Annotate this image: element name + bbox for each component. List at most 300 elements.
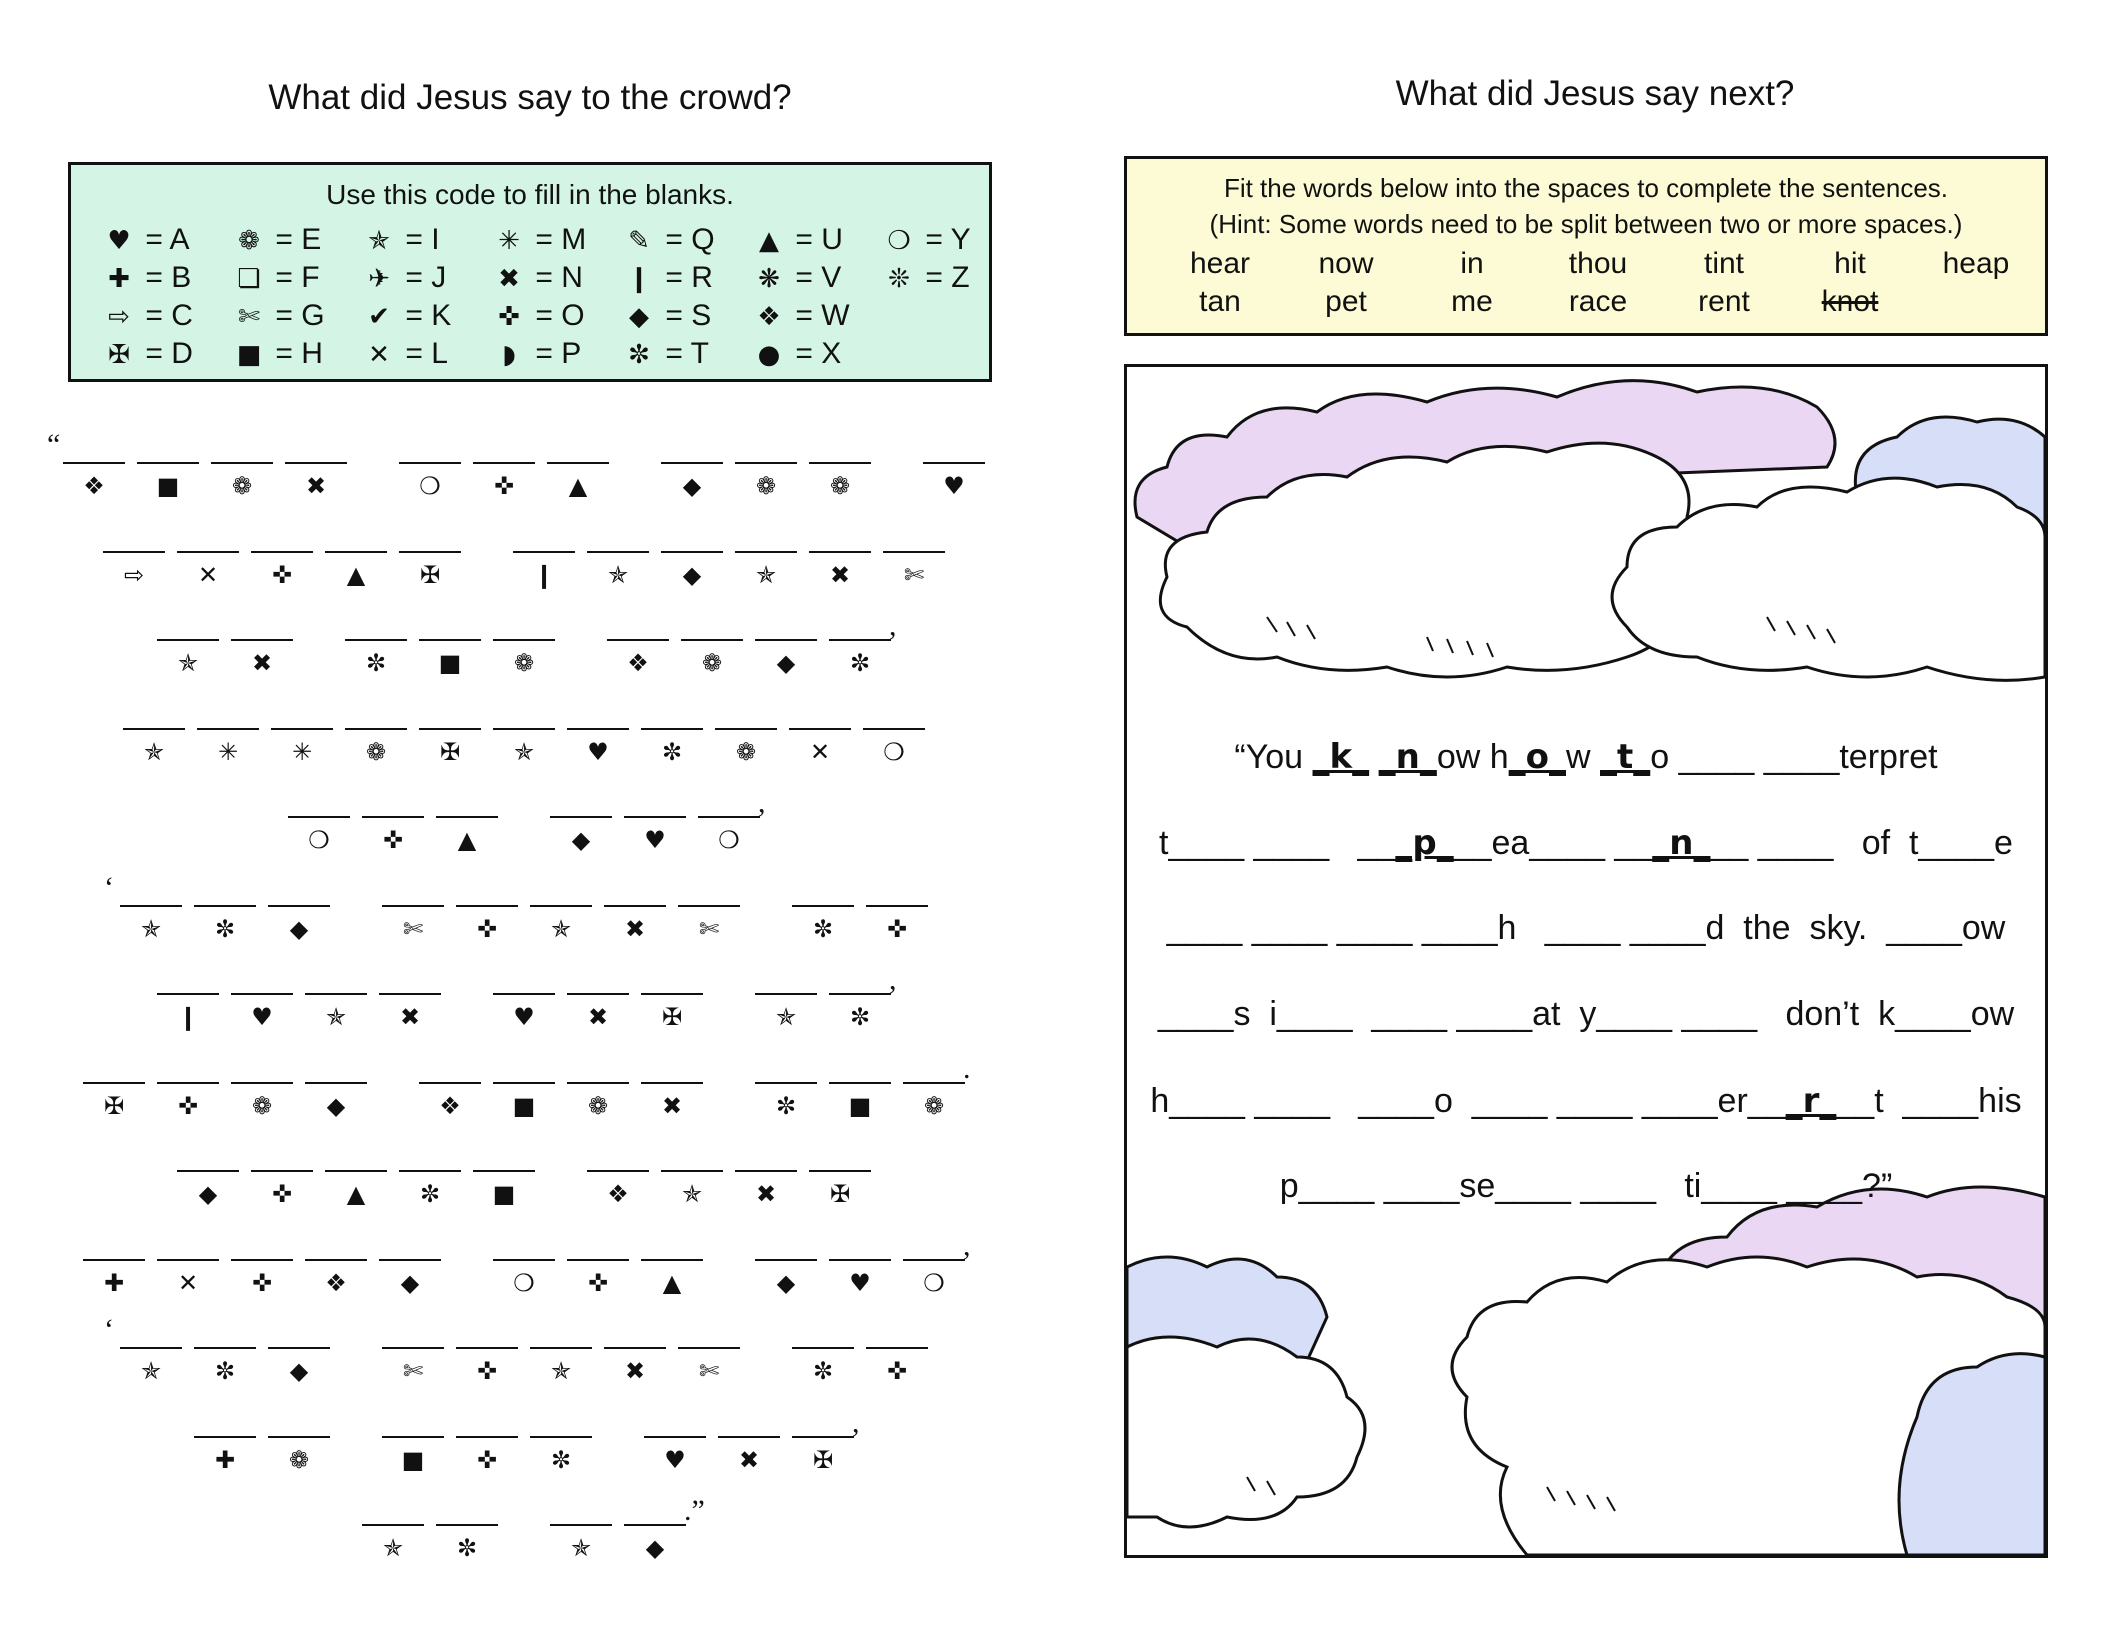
puzzle-symbol: ✯ [607, 560, 629, 589]
left-page-title: What did Jesus say to the crowd? [268, 78, 792, 117]
puzzle-symbol: ✼ [214, 914, 236, 943]
code-symbol: ✯ [368, 226, 390, 256]
puzzle-blank [362, 816, 424, 818]
puzzle-symbol: ❁ [755, 472, 777, 500]
puzzle-symbol: ❖ [83, 472, 105, 500]
puzzle-blank [382, 905, 444, 907]
filled-answer-letter: _p_ [1395, 823, 1454, 863]
puzzle-blank [644, 1436, 706, 1438]
puzzle-blank [120, 1347, 182, 1349]
puzzle-blank [661, 462, 723, 464]
code-key-entry [231, 223, 321, 257]
filled-answer-letter: _o_ [1508, 737, 1567, 777]
puzzle-blank [305, 1259, 367, 1261]
code-letter: = R [657, 261, 713, 294]
code-key-entry [751, 299, 850, 333]
puzzle-symbol: ✯ [550, 914, 572, 943]
puzzle-symbol: ❖ [627, 649, 649, 677]
puzzle-blank [379, 993, 441, 995]
puzzle-blank [231, 639, 293, 641]
puzzle-symbol: ◆ [682, 472, 702, 500]
puzzle-symbol: ✕ [809, 737, 831, 766]
puzzle-symbol: ❁ [513, 649, 535, 677]
puzzle-blank [530, 905, 592, 907]
puzzle-blank [157, 1259, 219, 1261]
puzzle-blank [923, 462, 985, 464]
sentence-line: ____s i____ ____ ____at y____ ____ don’t k____ow [1157, 995, 2015, 1033]
puzzle-symbol: ♥ [849, 1268, 871, 1297]
code-letter: = J [397, 261, 447, 294]
puzzle-blank [231, 1082, 293, 1084]
puzzle-symbol: ◆ [326, 1091, 346, 1120]
puzzle-symbol: ■ [438, 649, 462, 677]
puzzle-blank [641, 1259, 703, 1261]
puzzle-symbol: ✯ [143, 737, 165, 766]
code-letter: = U [787, 223, 843, 256]
puzzle-symbol: ◆ [289, 1357, 309, 1385]
code-symbol: ✠ [108, 340, 130, 370]
puzzle-close-punct: , [852, 1405, 860, 1439]
code-letter: = D [137, 337, 193, 370]
puzzle-blank [103, 551, 165, 553]
puzzle-blank [567, 728, 629, 730]
word-bank-item: hear [1189, 247, 1251, 280]
code-symbol: ❍ [887, 226, 911, 256]
code-symbol: ▲ [759, 226, 779, 256]
puzzle-symbol: ✖ [829, 560, 851, 589]
puzzle-blank [473, 462, 535, 464]
puzzle-blank [513, 551, 575, 553]
sentence-line: ____ ____ ____ ____h ____ ____d the sky. ____ow [1166, 909, 2006, 947]
puzzle-blank [194, 1436, 256, 1438]
puzzle-symbol: ✖ [305, 472, 327, 500]
puzzle-symbol: ✜ [493, 472, 515, 500]
puzzle-symbol: ◆ [645, 1534, 665, 1562]
puzzle-blank [883, 551, 945, 553]
puzzle-blank [755, 639, 817, 641]
puzzle-symbol: ❙ [533, 560, 555, 589]
code-key-entry [231, 299, 325, 333]
code-key-entry [361, 337, 448, 371]
puzzle-symbol: ✕ [177, 1268, 199, 1297]
code-letter: = Z [917, 261, 970, 294]
code-letter: = I [397, 223, 440, 256]
code-key-entry [231, 337, 323, 371]
puzzle-symbol: ■ [512, 1091, 536, 1120]
code-letter: = T [657, 337, 709, 370]
code-key-entry [101, 261, 191, 295]
code-letter: = E [267, 223, 322, 256]
word-bank-item: tint [1703, 247, 1745, 280]
word-bank-item: pet [1325, 285, 1367, 318]
puzzle-close-punct: .” [684, 1494, 705, 1527]
code-letter: = H [267, 337, 323, 370]
puzzle-symbol: ✼ [550, 1445, 572, 1474]
puzzle-blank [587, 551, 649, 553]
puzzle-symbol: ✳ [291, 737, 313, 766]
puzzle-symbol: ♥ [943, 472, 965, 500]
puzzle-blank [251, 1170, 313, 1172]
puzzle-blank [83, 1259, 145, 1261]
word-bank-item: me [1451, 285, 1493, 318]
puzzle-symbol: ✜ [476, 1357, 498, 1385]
puzzle-blank [641, 728, 703, 730]
puzzle-blank [194, 1347, 256, 1349]
puzzle-blank [792, 1347, 854, 1349]
code-key-entry [361, 223, 440, 257]
word-bank-item: heap [1942, 247, 2010, 280]
puzzle-symbol: ♥ [251, 1003, 273, 1031]
puzzle-symbol: ◆ [289, 914, 309, 943]
code-symbol: ❊ [888, 264, 910, 294]
puzzle-blank [268, 1347, 330, 1349]
code-symbol: ✜ [498, 302, 520, 332]
puzzle-blank [567, 1082, 629, 1084]
puzzle-symbol: ✯ [775, 1003, 797, 1031]
puzzle-blank [120, 905, 182, 907]
code-symbol: ❖ [757, 302, 781, 332]
puzzle-blank [231, 1259, 293, 1261]
code-symbol: ❁ [238, 226, 260, 256]
puzzle-symbol: ✜ [271, 560, 293, 589]
puzzle-blank [436, 1524, 498, 1526]
puzzle-symbol: ♥ [513, 1003, 535, 1031]
puzzle-symbol: ✼ [849, 649, 871, 677]
puzzle-blank [83, 1082, 145, 1084]
puzzle-blank [456, 905, 518, 907]
puzzle-blank [735, 551, 797, 553]
puzzle-symbol: ▲ [346, 1180, 366, 1208]
puzzle-symbol: ✳ [217, 737, 239, 766]
code-letter: = F [267, 261, 320, 294]
puzzle-blank [157, 1082, 219, 1084]
puzzle-symbol: ✜ [587, 1268, 609, 1297]
code-letter: = L [397, 337, 448, 370]
puzzle-blank [399, 1170, 461, 1172]
puzzle-blank [305, 993, 367, 995]
code-key-entry [101, 299, 193, 333]
puzzle-symbol: ❍ [718, 826, 740, 854]
code-key-entry [361, 261, 446, 295]
code-letter: = V [787, 261, 842, 294]
puzzle-symbol: ◆ [776, 1268, 796, 1297]
puzzle-symbol: ✼ [419, 1180, 441, 1208]
puzzle-symbol: ✯ [681, 1180, 703, 1208]
code-symbol: ❏ [237, 264, 261, 294]
puzzle-blank [419, 728, 481, 730]
puzzle-symbol: ✄ [402, 914, 424, 943]
code-key-entry [491, 337, 581, 371]
puzzle-symbol: ✖ [661, 1091, 683, 1120]
code-letter: = S [657, 299, 712, 332]
puzzle-blank [829, 1259, 891, 1261]
puzzle-close-punct: . [963, 1051, 971, 1085]
puzzle-symbol: ❁ [365, 737, 387, 766]
code-key-entry [751, 261, 841, 295]
puzzle-close-punct: , [963, 1228, 971, 1262]
code-key-entry [751, 223, 843, 257]
puzzle-open-quote: ‘ [104, 870, 114, 904]
puzzle-symbol: ■ [401, 1445, 425, 1474]
puzzle-symbol: ✼ [812, 914, 834, 943]
puzzle-symbol: ❖ [439, 1091, 461, 1120]
puzzle-symbol: ✯ [382, 1534, 404, 1562]
puzzle-blank [903, 1082, 965, 1084]
puzzle-symbol: ❍ [308, 826, 330, 854]
puzzle-symbol: ✯ [325, 1003, 347, 1031]
puzzle-blank [567, 993, 629, 995]
puzzle-symbol: ✚ [103, 1268, 125, 1297]
puzzle-blank [177, 1170, 239, 1172]
cloud-illustration [1127, 367, 2045, 1555]
puzzle-blank [231, 993, 293, 995]
sentence-line: t____ ____ ___p___ea____ ___n___ ____ of t____e [1159, 823, 2013, 863]
puzzle-symbol: ❁ [701, 649, 723, 677]
puzzle-symbol: ♥ [644, 826, 666, 854]
puzzle-close-punct: , [889, 609, 897, 642]
word-bank-item: thou [1568, 247, 1628, 280]
code-key-entry [491, 261, 583, 295]
code-key-entry [101, 223, 190, 257]
puzzle-blank [735, 1170, 797, 1172]
puzzle-symbol: ❍ [419, 472, 441, 500]
puzzle-blank [550, 1524, 612, 1526]
code-key-heading: Use this code to fill in the blanks. [326, 179, 734, 210]
puzzle-blank [681, 639, 743, 641]
puzzle-symbol: ✖ [738, 1445, 760, 1474]
puzzle-blank [194, 905, 256, 907]
puzzle-symbol: ◆ [776, 649, 796, 677]
puzzle-symbol: ✜ [251, 1268, 273, 1297]
word-bank-item-crossed-out: knot [1821, 285, 1879, 318]
puzzle-symbol: ❁ [735, 737, 757, 766]
sentence-line: p____ ____se____ ____ ti____ ____?” [1279, 1167, 1893, 1205]
code-symbol: ❋ [758, 264, 780, 294]
puzzle-symbol: ❍ [513, 1268, 535, 1297]
puzzle-blank [419, 1082, 481, 1084]
puzzle-blank [63, 462, 125, 464]
code-symbol: ✎ [628, 226, 650, 256]
puzzle-blank [607, 639, 669, 641]
puzzle-blank [698, 816, 760, 818]
code-letter: = X [787, 337, 842, 370]
code-key-entry [361, 299, 451, 333]
puzzle-symbol: ✖ [755, 1180, 777, 1208]
filled-answer-letter: _k_ [1312, 737, 1370, 777]
code-letter: = O [527, 299, 585, 332]
puzzle-symbol: ⇨ [123, 560, 145, 589]
puzzle-symbol: ❍ [883, 737, 905, 766]
code-symbol: ✔ [368, 302, 390, 332]
puzzle-blank [419, 639, 481, 641]
puzzle-symbol: ❁ [251, 1091, 273, 1120]
puzzle-symbol: ✄ [698, 914, 720, 943]
puzzle-symbol: ✼ [812, 1357, 834, 1385]
puzzle-blank [530, 1347, 592, 1349]
filled-answer-letter: _r_ [1785, 1081, 1837, 1121]
puzzle-symbol: ✠ [103, 1091, 125, 1120]
code-symbol: ✈ [368, 264, 390, 294]
puzzle-open-quote: ‘ [104, 1313, 114, 1346]
puzzle-blank [456, 1436, 518, 1438]
puzzle-symbol: ✜ [177, 1091, 199, 1120]
hint-note: (Hint: Some words need to be split between two or more spaces.) [1209, 209, 1963, 239]
code-key-entry [881, 261, 970, 295]
code-letter: = M [527, 223, 587, 256]
puzzle-symbol: ✠ [419, 560, 441, 589]
puzzle-blank [641, 993, 703, 995]
puzzle-symbol: ✖ [624, 914, 646, 943]
puzzle-symbol: ✼ [849, 1003, 871, 1031]
puzzle-blank [550, 816, 612, 818]
code-key-entry [621, 261, 713, 295]
puzzle-symbol: ♥ [664, 1445, 686, 1474]
puzzle-symbol: ◆ [400, 1268, 420, 1297]
puzzle-symbol: ❁ [923, 1091, 945, 1120]
puzzle-symbol: ✯ [140, 914, 162, 943]
puzzle-blank [678, 1347, 740, 1349]
puzzle-blank [268, 1436, 330, 1438]
puzzle-symbol: ❁ [288, 1445, 310, 1474]
code-key-entry [491, 299, 585, 333]
puzzle-symbol: ✯ [550, 1357, 572, 1385]
puzzle-symbol: ✜ [476, 1445, 498, 1474]
puzzle-blank [382, 1347, 444, 1349]
puzzle-symbol: ✖ [587, 1003, 609, 1031]
puzzle-blank [285, 462, 347, 464]
puzzle-blank [735, 462, 797, 464]
puzzle-symbol: ◆ [682, 560, 702, 589]
code-letter: = K [397, 299, 452, 332]
puzzle-blank [755, 1082, 817, 1084]
puzzle-open-quote: “ [47, 428, 61, 461]
puzzle-blank [829, 1082, 891, 1084]
puzzle-blank [678, 905, 740, 907]
filled-answer-letter: _n_ [1378, 737, 1437, 777]
puzzle-blank [715, 728, 777, 730]
sentence-line: “You _k_ _n_ow h_o_w _t_o ____ ____terpret [1234, 737, 1938, 777]
puzzle-blank [305, 1082, 367, 1084]
code-letter: = N [527, 261, 583, 294]
puzzle-symbol: ✼ [214, 1357, 236, 1385]
puzzle-symbol: ✼ [661, 737, 683, 766]
puzzle-blank [177, 551, 239, 553]
puzzle-blank [157, 639, 219, 641]
code-symbol: ⇨ [108, 302, 130, 332]
code-symbol: ✳ [498, 226, 520, 256]
code-letter: = Q [657, 223, 715, 256]
puzzle-symbol: ❖ [607, 1180, 629, 1208]
puzzle-blank [137, 462, 199, 464]
code-symbol: ✄ [238, 302, 260, 332]
code-key-entry [621, 337, 709, 371]
puzzle-blank [493, 639, 555, 641]
hint-instructions: Fit the words below into the spaces to complete the sentences. [1223, 173, 1949, 203]
right-page-title: What did Jesus say next? [1395, 74, 1795, 113]
puzzle-symbol: ✯ [140, 1357, 162, 1385]
puzzle-blank [345, 728, 407, 730]
puzzle-symbol: ✖ [624, 1357, 646, 1385]
puzzle-blank [604, 905, 666, 907]
code-symbol: ■ [236, 340, 262, 370]
puzzle-blank [379, 1259, 441, 1261]
puzzle-blank [268, 905, 330, 907]
puzzle-symbol: ✯ [755, 560, 777, 589]
puzzle-blank [547, 462, 609, 464]
code-key-entry [881, 223, 971, 257]
puzzle-blank [792, 905, 854, 907]
code-key-entry [231, 261, 320, 295]
code-key-entry [621, 223, 715, 257]
word-bank-item: race [1568, 285, 1628, 318]
puzzle-symbol: ▲ [346, 560, 366, 589]
code-letter: = A [137, 223, 190, 256]
code-symbol: ◆ [629, 302, 649, 332]
puzzle-blank [863, 728, 925, 730]
puzzle-symbol: ❁ [829, 472, 851, 500]
code-letter: = C [137, 299, 193, 332]
puzzle-symbol: ✜ [271, 1180, 293, 1208]
word-bank-item: now [1318, 247, 1374, 280]
puzzle-blank [661, 551, 723, 553]
puzzle-blank [493, 1259, 555, 1261]
puzzle-symbol: ✄ [903, 560, 925, 589]
code-symbol: ❙ [628, 264, 650, 294]
puzzle-symbol: ■ [492, 1180, 516, 1208]
code-symbol: ✖ [498, 264, 520, 294]
puzzle-blank [755, 1259, 817, 1261]
word-bank-item: in [1460, 247, 1484, 280]
code-key-entry [491, 223, 586, 257]
puzzle-symbol: ✄ [402, 1357, 424, 1385]
puzzle-blank [362, 1524, 424, 1526]
puzzle-blank [345, 639, 407, 641]
puzzle-symbol: ✖ [399, 1003, 421, 1031]
puzzle-blank [157, 993, 219, 995]
puzzle-blank [473, 1170, 535, 1172]
puzzle-blank [624, 816, 686, 818]
code-letter: = W [787, 299, 850, 332]
cloud-bottom-left [1127, 1337, 1365, 1527]
puzzle-symbol: ✯ [177, 649, 199, 677]
puzzle-symbol: ❁ [587, 1091, 609, 1120]
sentence-line: h____ ____ ____o ____ ____ ____er___r___t ____his [1150, 1081, 2022, 1121]
puzzle-blank [718, 1436, 780, 1438]
puzzle-symbol: ✜ [886, 914, 908, 943]
puzzle-blank [755, 993, 817, 995]
puzzle-blank [325, 551, 387, 553]
puzzle-symbol: ✠ [812, 1445, 834, 1474]
code-letter: = B [137, 261, 192, 294]
puzzle-blank [493, 1082, 555, 1084]
puzzle-symbol: ✼ [775, 1091, 797, 1120]
puzzle-blank [271, 728, 333, 730]
puzzle-symbol: ✄ [698, 1357, 720, 1385]
puzzle-blank [792, 1436, 854, 1438]
puzzle-blank [123, 728, 185, 730]
code-key-box [68, 162, 992, 382]
puzzle-symbol: ▲ [568, 472, 588, 500]
puzzle-symbol: ♥ [587, 737, 609, 766]
puzzle-blank [809, 1170, 871, 1172]
code-key-entry [751, 337, 841, 371]
puzzle-symbol: ■ [156, 472, 180, 500]
puzzle-blank [829, 993, 891, 995]
puzzle-blank [641, 1082, 703, 1084]
word-bank-item: rent [1698, 285, 1750, 318]
puzzle-symbol: ✜ [382, 826, 404, 854]
puzzle-symbol: ✜ [476, 914, 498, 943]
